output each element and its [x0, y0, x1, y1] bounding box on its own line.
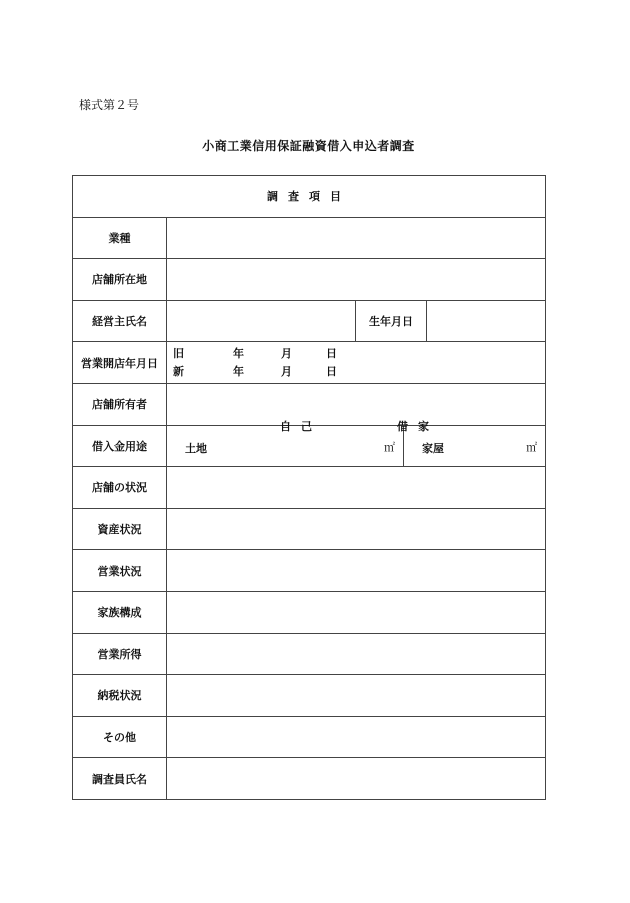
- table-row: [73, 508, 546, 550]
- day-label: 日: [326, 364, 337, 378]
- land-area-field[interactable]: [167, 425, 404, 467]
- store-owner-field[interactable]: [167, 383, 546, 434]
- store-location-label: 店舗所在地: [73, 259, 167, 301]
- business-income-field[interactable]: [167, 633, 546, 675]
- opening-date-field[interactable]: [167, 342, 546, 384]
- old-label: 旧: [173, 346, 184, 360]
- owner-name-label: 経営主氏名: [73, 300, 167, 342]
- table-row: [73, 342, 546, 384]
- day-label: 日: [326, 346, 337, 360]
- table-row: [73, 425, 546, 467]
- table-row: [73, 633, 546, 675]
- table-row: [73, 591, 546, 633]
- owner-name-field[interactable]: [167, 300, 356, 342]
- table-header: 調査項目: [73, 176, 546, 218]
- birth-date-label: 生年月日: [356, 300, 427, 342]
- table-row: [73, 467, 546, 509]
- year-label: 年: [233, 364, 244, 378]
- assets-field[interactable]: [167, 508, 546, 550]
- tax-status-label: 納税状況: [73, 675, 167, 717]
- investigator-field[interactable]: [167, 758, 546, 800]
- table-row: [73, 550, 546, 592]
- own-option[interactable]: 自己: [280, 420, 322, 434]
- tax-status-field[interactable]: [167, 675, 546, 717]
- industry-label: 業種: [73, 217, 167, 259]
- other-label: その他: [73, 716, 167, 758]
- business-income-label: 営業所得: [73, 633, 167, 675]
- building-area-field[interactable]: [404, 425, 546, 467]
- new-date-line: [167, 363, 545, 381]
- store-status-label: 店舗の状況: [73, 467, 167, 509]
- table-row: [73, 675, 546, 717]
- industry-field[interactable]: [167, 217, 546, 259]
- rented-option[interactable]: 借家: [397, 420, 439, 434]
- family-label: 家族構成: [73, 591, 167, 633]
- form-number: 様式第２号: [79, 98, 140, 112]
- family-field[interactable]: [167, 591, 546, 633]
- assets-label: 資産状況: [73, 508, 167, 550]
- table-row: [73, 259, 546, 301]
- land-label: 土地: [185, 441, 207, 455]
- month-label: 月: [281, 346, 292, 360]
- business-status-field[interactable]: [167, 550, 546, 592]
- store-owner-label: 店舗所有者: [73, 383, 167, 425]
- table-row: [73, 217, 546, 259]
- table-header-row: [73, 176, 546, 218]
- other-field[interactable]: [167, 716, 546, 758]
- table-row: [73, 300, 546, 342]
- table-row: [73, 758, 546, 800]
- sqm-unit: ㎡: [526, 440, 538, 454]
- table-row: [73, 716, 546, 758]
- old-date-line: [167, 345, 545, 363]
- sqm-unit: ㎡: [384, 440, 395, 454]
- year-label: 年: [233, 346, 244, 360]
- table-row: [73, 383, 546, 425]
- loan-use-label: 借入金用途: [73, 425, 167, 467]
- store-status-field[interactable]: [167, 467, 546, 509]
- survey-table: [72, 175, 546, 800]
- document-title: 小商工業信用保証融資借入申込者調査: [202, 139, 415, 153]
- investigator-label: 調査員氏名: [73, 758, 167, 800]
- opening-date-label: 営業開店年月日: [73, 342, 167, 384]
- building-label: 家屋: [422, 441, 444, 455]
- month-label: 月: [281, 364, 292, 378]
- business-status-label: 営業状況: [73, 550, 167, 592]
- store-location-field[interactable]: [167, 259, 546, 301]
- birth-date-field[interactable]: [427, 300, 546, 342]
- new-label: 新: [173, 364, 184, 378]
